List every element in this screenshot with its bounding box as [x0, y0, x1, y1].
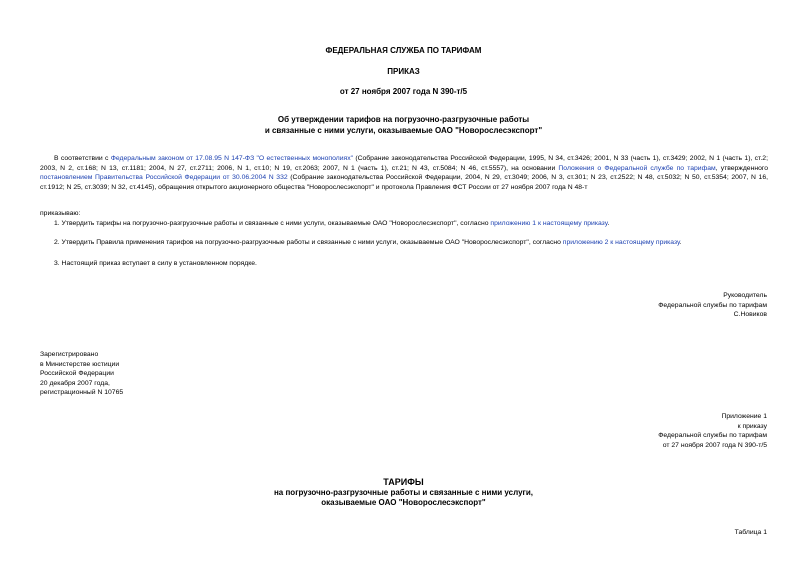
doc-type: ПРИКАЗ	[387, 67, 420, 76]
appendix-line-4: от 27 ноября 2007 года N 390-т/5	[662, 441, 767, 449]
fst-regulation-link[interactable]: Положения о Федеральной службе по тарифам	[558, 164, 716, 172]
agency-name: ФЕДЕРАЛЬНАЯ СЛУЖБА ПО ТАРИФАМ	[325, 46, 482, 55]
order-word: приказываю:	[40, 210, 81, 217]
doc-title-line2: и связанные с ними услуги, оказываемые ОАО "Новорослесэкспорт"	[264, 126, 543, 135]
signature-agency: Федеральной службы по тарифам	[658, 301, 767, 309]
order-item-2	[40, 238, 768, 248]
federal-law-link[interactable]: Федеральным законом от 17.08.95 N 147-ФЗ "О естественных монополиях"	[110, 155, 353, 162]
registration-line-4: 20 декабря 2007 года,	[40, 379, 110, 387]
appendix-block	[658, 412, 767, 450]
registration-line-1: Зарегистрировано	[40, 351, 99, 358]
preamble-text-3: , утвержденного	[715, 164, 768, 172]
tariffs-subtitle-1: на погрузочно-разгрузочные работы и связанные с ними услуги,	[273, 488, 534, 497]
preamble	[40, 154, 768, 192]
registration-line-2: в Министерстве юстиции	[40, 360, 120, 368]
preamble-text-1: В соответствии с	[54, 155, 111, 162]
registration-line-5: регистрационный N 10765	[40, 389, 124, 397]
preamble-text-2: (Собрание законодательства Российской Федерации, 1995, N 34, ст.3426; 2001, N 33 (часть 1), ст.3429; 2002, N 1 (часть 1), ст.2; 2003, N 2, ст.168; N 13, ст.1181; 2004, N 27, ст.2711; 2006, N 1, ст.10; N 19, ст.2063; 2007, N 1 (часть 1), ст.21; N 43, ст.5084; N 46, ст.5557), на основании	[40, 155, 768, 172]
registration-block	[40, 350, 123, 398]
doc-title-line1: Об утверждении тарифов на погрузочно-разгрузочные работы	[277, 115, 530, 124]
government-decree-link[interactable]: постановлением Правительства Российской Федерации от 30.06.2004 N 332	[40, 174, 288, 182]
order-item-1	[40, 219, 768, 229]
appendix-line-2: к приказу	[737, 422, 767, 430]
order-item-1-text: 1. Утвердить тарифы на погрузочно-разгрузочные работы и связанные с ними услуги, оказываемые ОАО "Новорослесэкспорт", согласно	[54, 220, 491, 227]
appendix-line-1: Приложение 1	[721, 413, 767, 420]
order-item-3: 3. Настоящий приказ вступает в силу в установленном порядке.	[54, 260, 257, 267]
signature-block	[658, 291, 767, 320]
appendix-line-3: Федеральной службы по тарифам	[658, 432, 767, 440]
preamble-text-4: (Собрание законодательства Российской Федерации, 2004, N 29, ст.3049; 2006, N 3, ст.301; N 23, ст.2522; N 48, ст.5032; N 50, ст.5354; 2007, N 16, ст.1912; N 25, ст.3039; N 32, ст.4145), обращения открытого акционерного общества "Новорослесэкспорт" и протокола Правления ФСТ России от 27 ноября 2007 года N 48-т	[40, 174, 768, 191]
doc-date: от 27 ноября 2007 года N 390-т/5	[339, 87, 468, 96]
tariffs-title: ТАРИФЫ	[383, 477, 424, 487]
tariffs-subtitle-2: оказываемые ОАО "Новорослесэкспорт"	[321, 498, 486, 507]
signature-name: С.Новиков	[733, 311, 767, 319]
order-item-2-text: 2. Утвердить Правила применения тарифов на погрузочно-разгрузочные работы и связанные с ними услуги, оказываемые ОАО "Новорослесэкспорт", согласно	[54, 239, 563, 246]
appendix-2-link[interactable]: приложению 2 к настоящему приказу	[562, 239, 680, 246]
order-item-1-end: .	[607, 220, 610, 227]
table-label: Таблица 1	[734, 529, 767, 536]
order-item-2-end: .	[679, 239, 682, 246]
signature-position: Руководитель	[723, 292, 767, 299]
appendix-1-link[interactable]: приложению 1 к настоящему приказу	[490, 220, 608, 227]
registration-line-3: Российской Федерации	[40, 370, 114, 378]
